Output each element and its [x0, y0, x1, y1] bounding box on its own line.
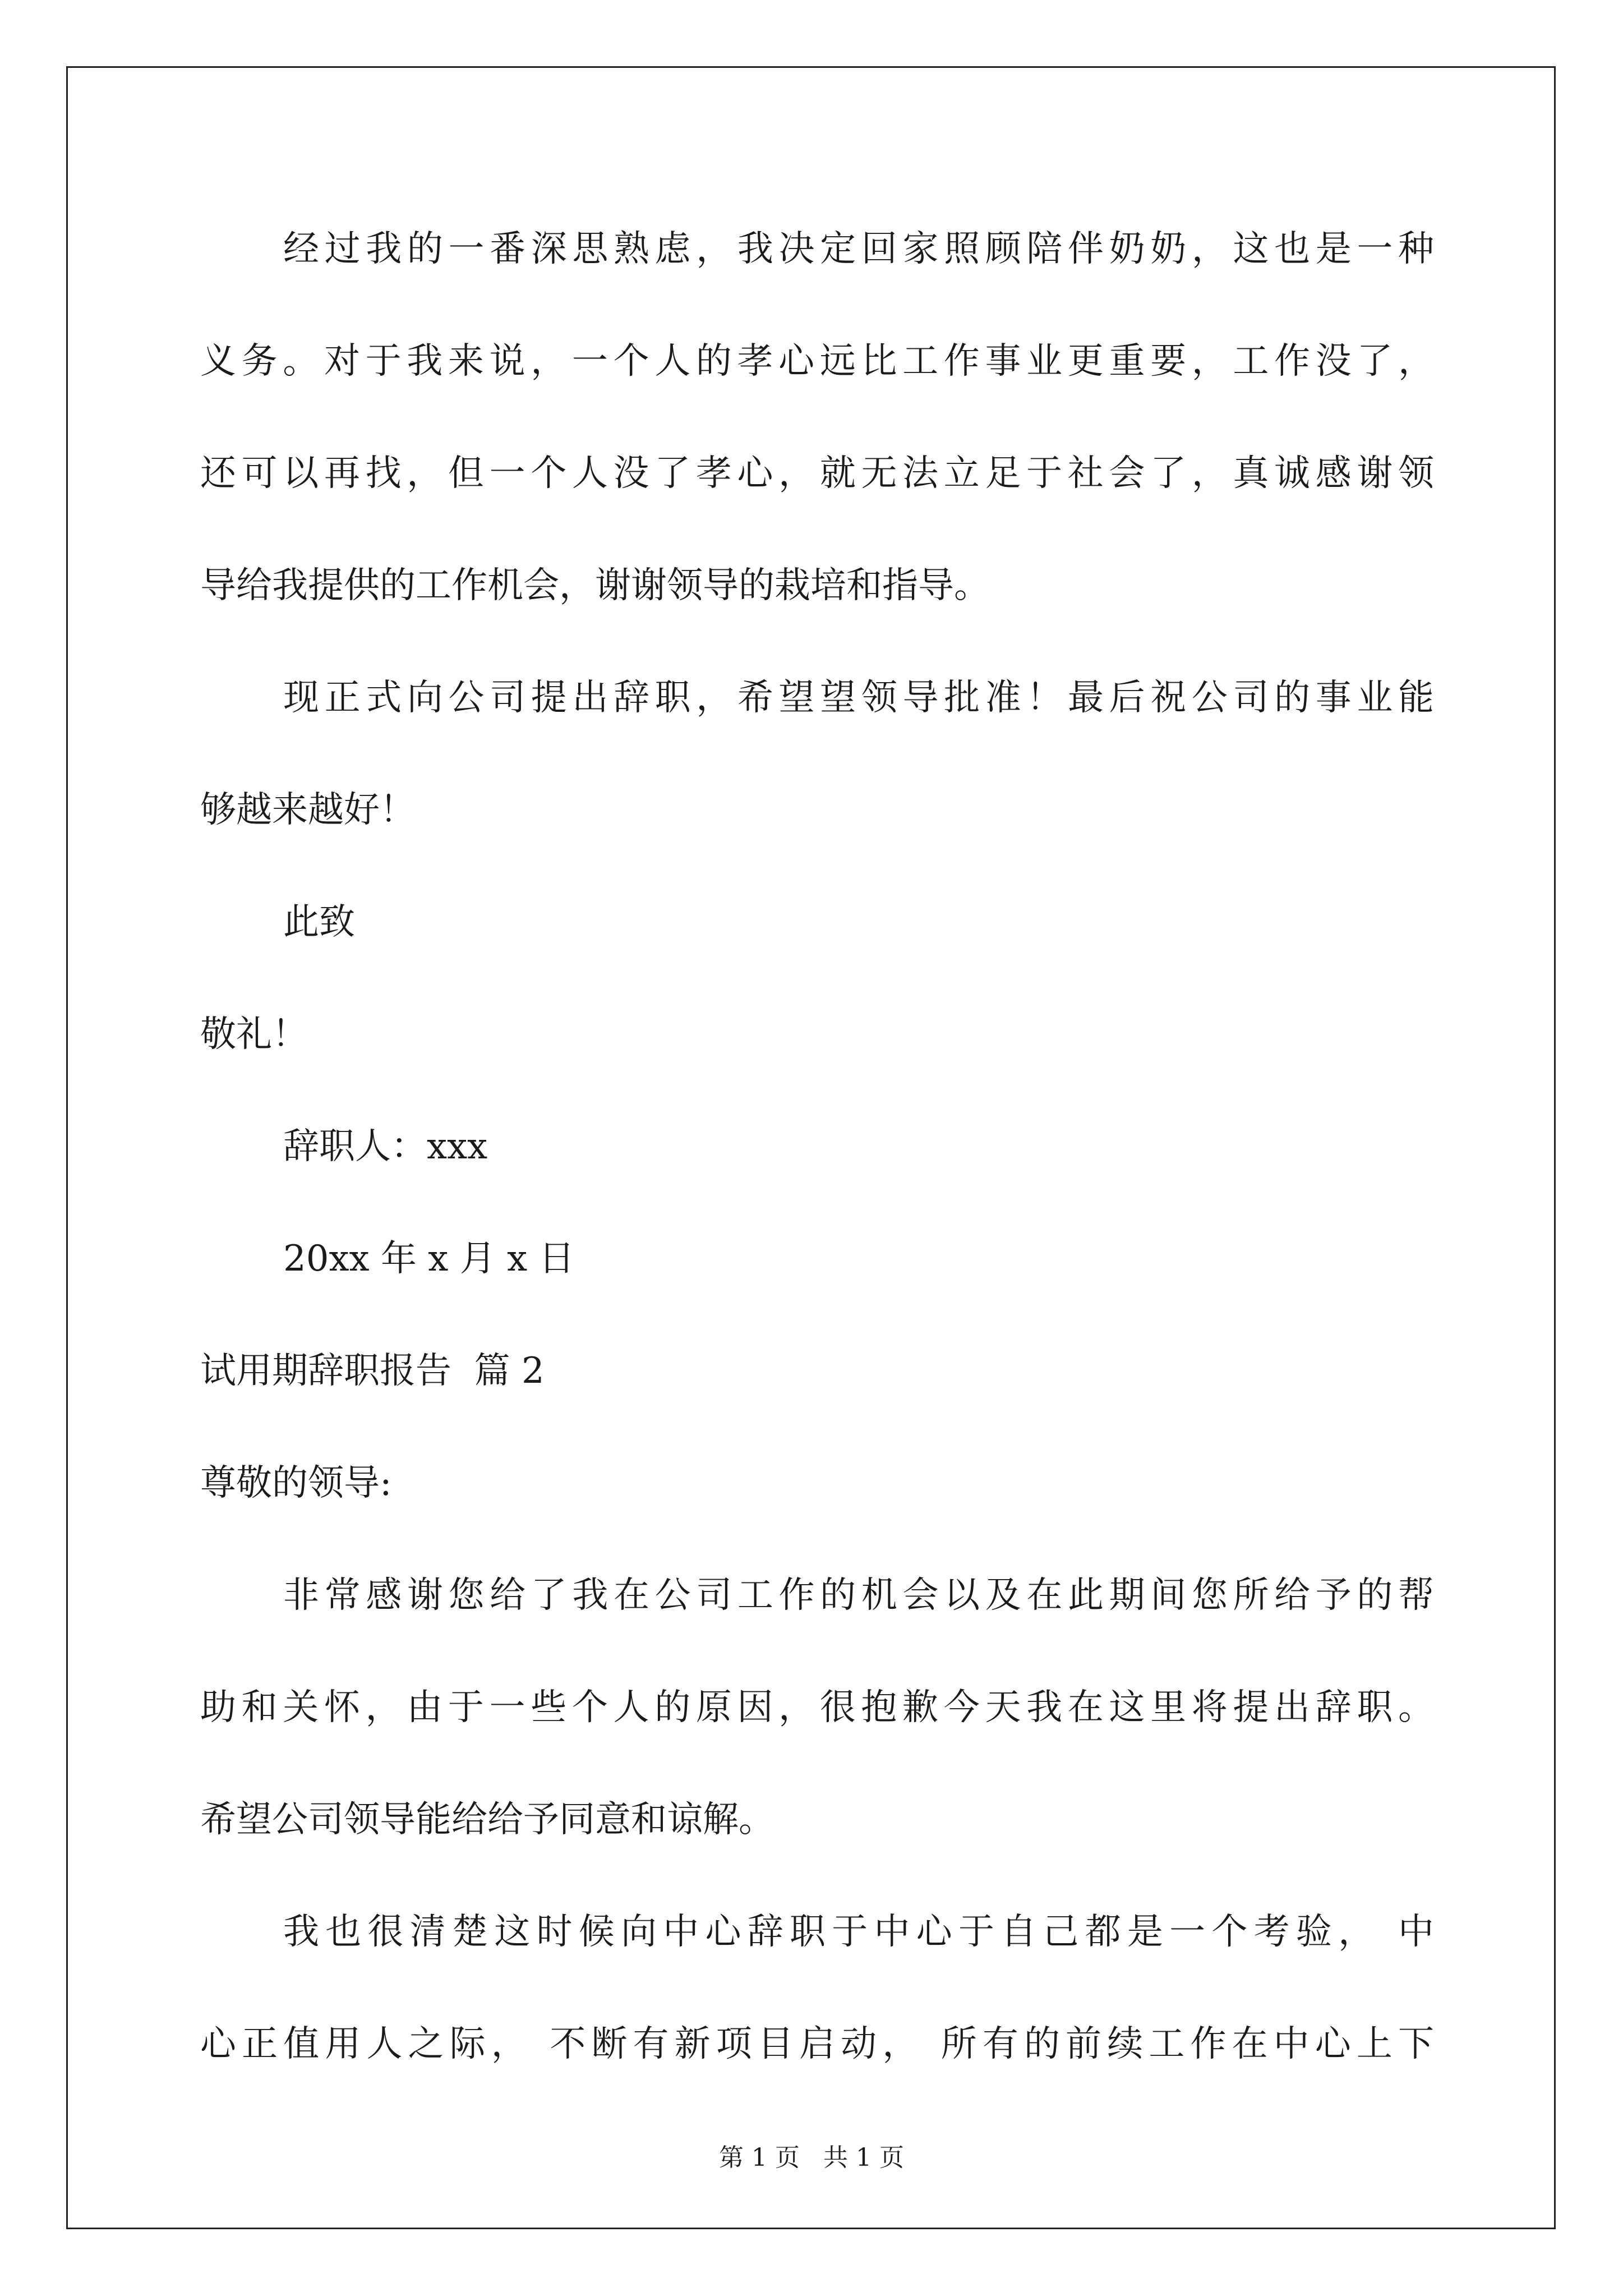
paragraph-line: 经过我的一番深思熟虑，我决定回家照顾陪伴奶奶，这也是一种 — [283, 228, 1434, 270]
letter-date: 20xx 年 x 月 x 日 — [283, 1238, 575, 1280]
paragraph-line: 够越来越好！ — [200, 789, 416, 831]
closing-salutation: 此致 — [283, 901, 355, 943]
signer-name: 辞职人：xxx — [283, 1126, 488, 1167]
paragraph-line: 非常感谢您给了我在公司工作的机会以及在此期间您所给予的帮 — [283, 1575, 1434, 1616]
closing-regards: 敬礼！ — [200, 1014, 308, 1055]
paragraph-line: 现正式向公司提出辞职，希望望领导批准！最后祝公司的事业能 — [283, 677, 1434, 719]
paragraph-line: 心正值用人之际， 不断有新项目启动， 所有的前续工作在中心上下 — [200, 2023, 1434, 2065]
paragraph-line: 还可以再找，但一个人没了孝心，就无法立足于社会了，真诚感谢领 — [200, 453, 1434, 494]
paragraph-line: 导给我提供的工作机会，谢谢领导的栽培和指导。 — [200, 565, 990, 606]
paragraph-line: 希望公司领导能给给予同意和谅解。 — [200, 1799, 774, 1841]
paragraph-line: 我也很清楚这时候向中心辞职于中心于自己都是一个考验， 中 — [283, 1911, 1434, 1953]
paragraph-line: 义务。对于我来说，一个人的孝心远比工作事业更重要，工作没了， — [200, 341, 1434, 382]
page-number-footer: 第 1 页 共 1 页 — [719, 2143, 904, 2172]
greeting: 尊敬的领导: — [200, 1462, 392, 1504]
section-title: 试用期辞职报告 篇 2 — [200, 1350, 545, 1392]
paragraph-line: 助和关怀，由于一些个人的原因，很抱歉今天我在这里将提出辞职。 — [200, 1687, 1434, 1728]
